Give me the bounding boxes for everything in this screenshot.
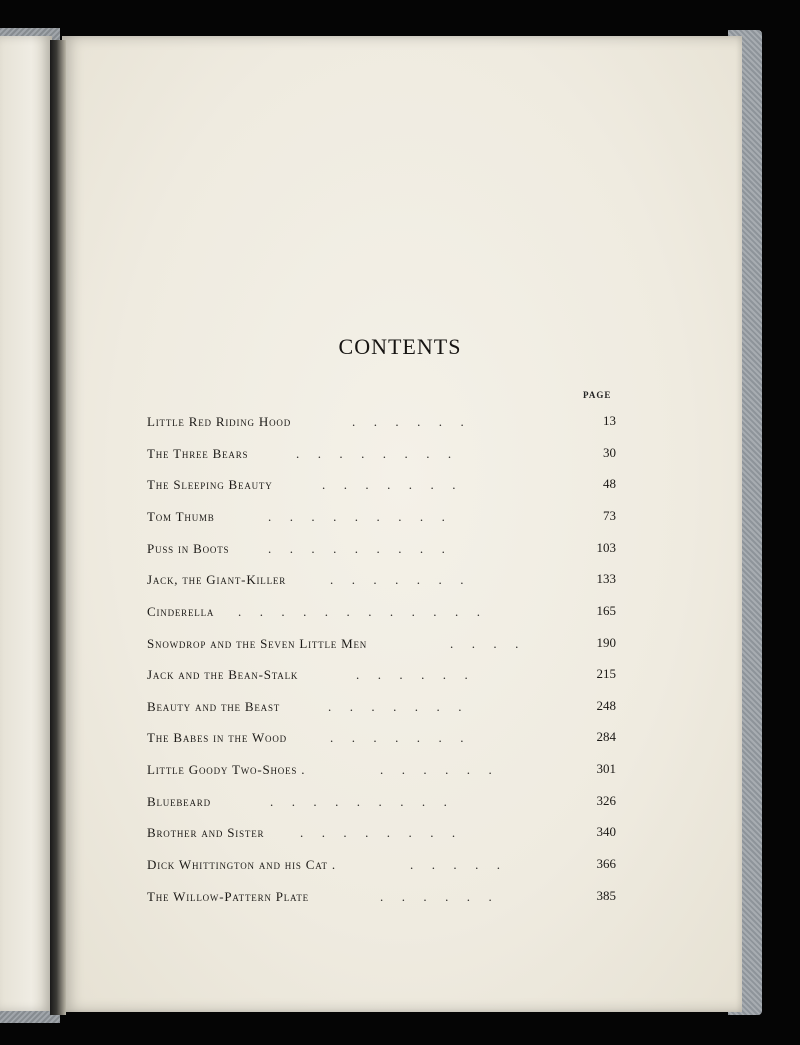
toc-entry-page: 301	[596, 761, 616, 776]
leader-dots: . . . . . . . . .	[270, 794, 455, 809]
leader-dots: . . . . . . . .	[300, 825, 463, 840]
toc-entry-page: 30	[603, 445, 616, 460]
toc-entry	[0, 853, 800, 879]
leader-dots: . . . . . . .	[330, 572, 472, 587]
toc-entry	[0, 505, 800, 531]
leader-dots: . . . . . . .	[322, 477, 464, 492]
toc-entry-title: Dick Whittington and his Cat .	[147, 857, 336, 872]
toc-entry-page: 215	[596, 666, 616, 681]
toc-entry-title: Little Red Riding Hood	[147, 414, 291, 429]
toc-entry-title: Bluebeard	[147, 794, 211, 809]
toc-entry	[0, 695, 800, 721]
toc-entry-title: Puss in Boots	[147, 541, 230, 556]
leader-dots: . . . . .	[410, 857, 508, 872]
leader-dots: . . . . . . . . .	[268, 541, 453, 556]
leader-dots: . . . . . . . .	[296, 446, 459, 461]
toc-entry-page: 165	[596, 603, 616, 618]
toc-entry-title: Little Goody Two-Shoes .	[147, 762, 306, 777]
toc-entry-title: The Three Bears	[147, 446, 249, 461]
toc-entry	[0, 790, 800, 816]
leader-dots: . . . . . .	[356, 667, 476, 682]
toc-entry-title: The Babes in the Wood	[147, 730, 287, 745]
toc-entry	[0, 821, 800, 847]
leader-dots: . . . . . .	[380, 762, 500, 777]
toc-entry-title: The Willow-Pattern Plate	[147, 889, 309, 904]
toc-entry	[0, 568, 800, 594]
leader-dots: . . . . . .	[380, 889, 500, 904]
toc-entry-page: 103	[596, 540, 616, 555]
toc-entry	[0, 537, 800, 563]
toc-entry-page: 340	[596, 824, 616, 839]
toc-entry-page: 13	[603, 413, 616, 428]
leader-dots: . . . .	[450, 636, 526, 651]
leader-dots: . . . . . . . . .	[268, 509, 453, 524]
toc-entry-page: 190	[596, 635, 616, 650]
toc-entry-page: 48	[603, 476, 616, 491]
toc-entry-page: 385	[596, 888, 616, 903]
toc-entry	[0, 663, 800, 689]
toc-entry-title: Jack, the Giant-Killer	[147, 572, 286, 587]
leader-dots: . . . . . . .	[328, 699, 470, 714]
leader-dots: . . . . . . . . . . . .	[238, 604, 488, 619]
toc-entry-title: Brother and Sister	[147, 825, 265, 840]
toc-entry	[0, 473, 800, 499]
toc-entry	[0, 758, 800, 784]
toc-entry	[0, 410, 800, 436]
toc-entry-title: Tom Thumb	[147, 509, 215, 524]
page-column-header: PAGE	[583, 390, 612, 400]
toc-entry-page: 366	[596, 856, 616, 871]
page-title: CONTENTS	[338, 334, 462, 359]
toc-entry	[0, 442, 800, 468]
toc-entry-page: 284	[596, 729, 616, 744]
toc-entry-title: Snowdrop and the Seven Little Men	[147, 636, 368, 651]
toc-entry-title: The Sleeping Beauty	[147, 477, 273, 492]
toc-entry-title: Jack and the Bean-Stalk	[147, 667, 299, 682]
toc-entry-title: Beauty and the Beast	[147, 699, 281, 714]
toc-entry-page: 248	[596, 698, 616, 713]
toc-entry-page: 133	[596, 571, 616, 586]
leader-dots: . . . . . .	[352, 414, 472, 429]
toc-entry	[0, 885, 800, 911]
leader-dots: . . . . . . .	[330, 730, 472, 745]
toc-entry-title: Cinderella	[147, 604, 215, 619]
toc-entry-page: 73	[603, 508, 616, 523]
toc-entry-page: 326	[596, 793, 616, 808]
toc-entry	[0, 632, 800, 658]
toc-entry	[0, 600, 800, 626]
toc-entry	[0, 726, 800, 752]
